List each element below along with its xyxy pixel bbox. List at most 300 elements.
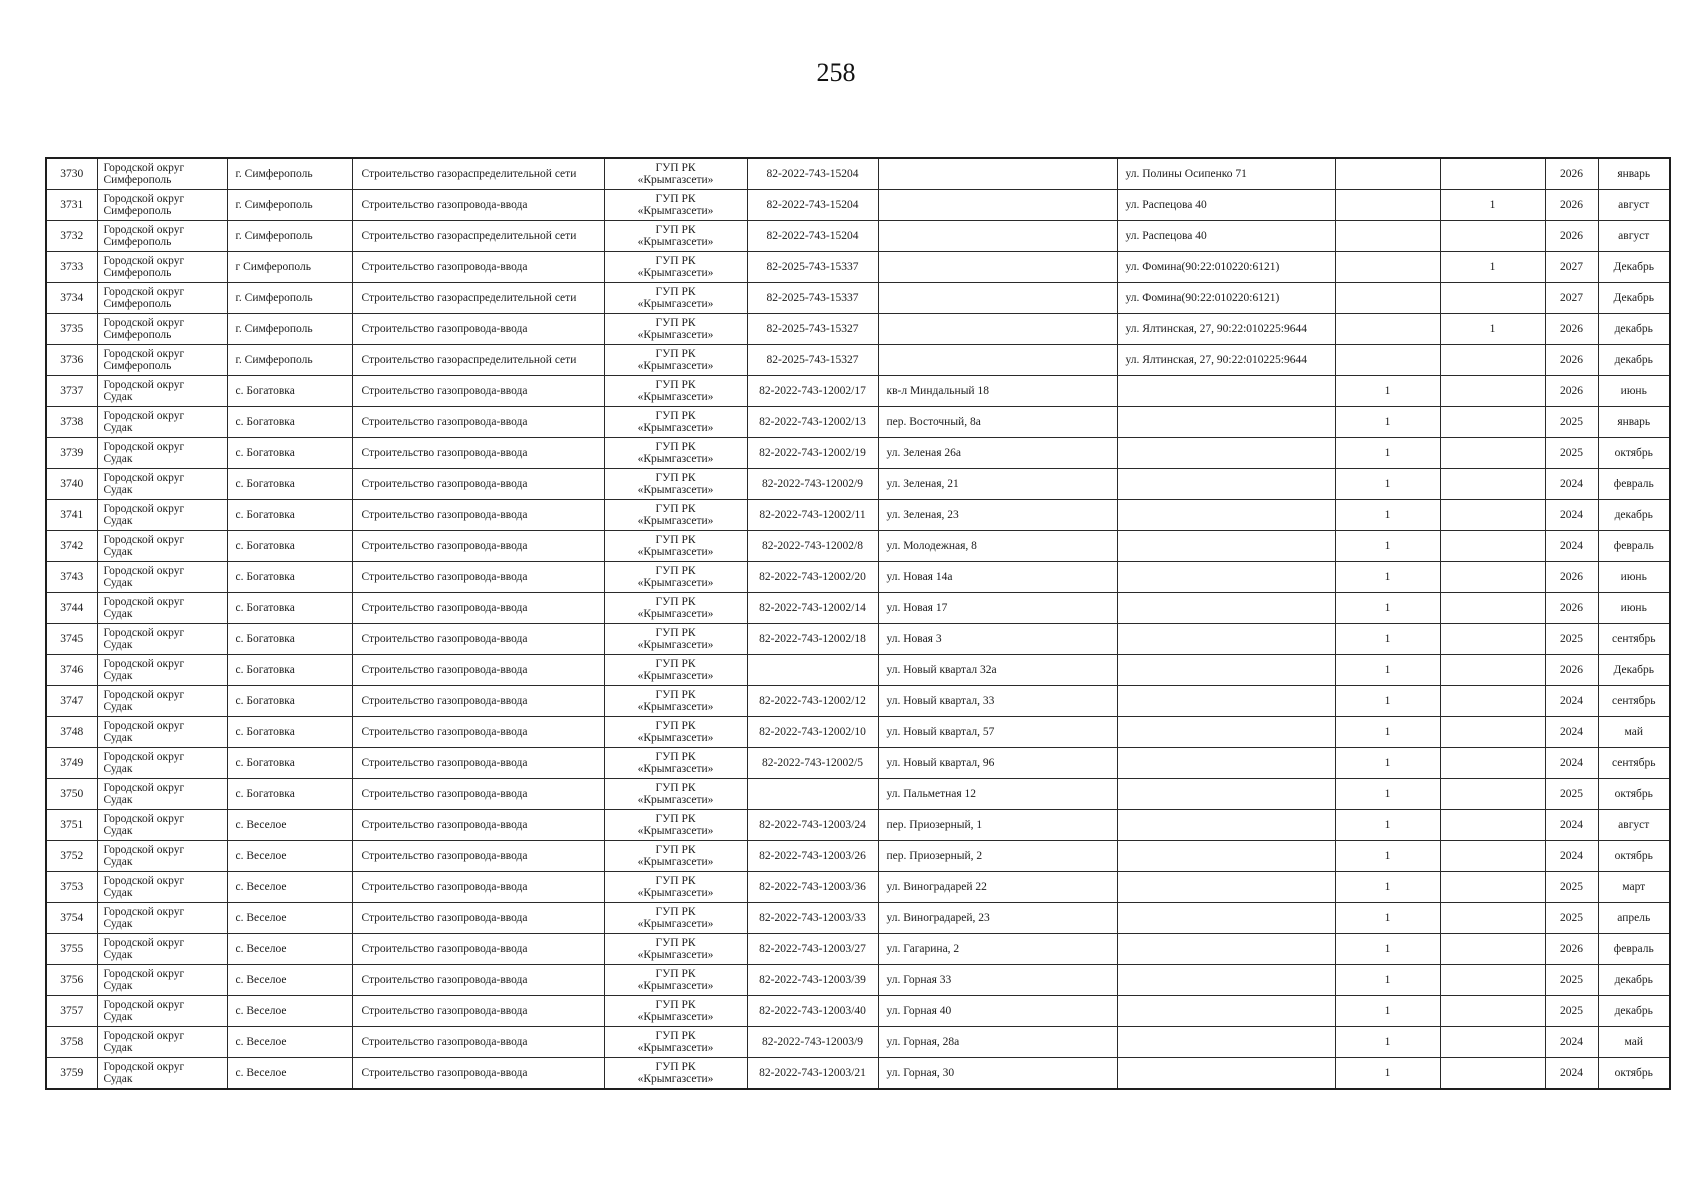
cell-organization: ГУП РК «Крымгазсети» (604, 593, 747, 624)
cell-month: октябрь (1598, 841, 1670, 872)
cell-work-type: Строительство газопровода-ввода (352, 717, 604, 748)
cell-year: 2024 (1545, 717, 1598, 748)
cell-code: 82-2022-743-12002/18 (747, 624, 878, 655)
cell-work-type: Строительство газораспределительной сети (352, 283, 604, 314)
cell-month: апрель (1598, 903, 1670, 934)
cell-year: 2024 (1545, 1027, 1598, 1058)
cell-organization: ГУП РК «Крымгазсети» (604, 500, 747, 531)
cell-settlement: с. Веселое (227, 996, 352, 1027)
cell-year: 2024 (1545, 748, 1598, 779)
table-row (46, 314, 1670, 345)
cell-settlement: с. Веселое (227, 841, 352, 872)
cell-month: октябрь (1598, 1058, 1670, 1090)
cell-address-city (1117, 872, 1335, 903)
cell-settlement: с. Веселое (227, 872, 352, 903)
cell-year: 2026 (1545, 221, 1598, 252)
cell-district: Городской округ Судак (97, 841, 227, 872)
cell-number: 3732 (46, 221, 97, 252)
cell-number: 3746 (46, 655, 97, 686)
cell-district: Городской округ Симферополь (97, 190, 227, 221)
cell-address-village: ул. Зеленая 26а (878, 438, 1117, 469)
cell-work-type: Строительство газопровода-ввода (352, 841, 604, 872)
cell-month: июнь (1598, 562, 1670, 593)
cell-count-city (1440, 1027, 1545, 1058)
cell-count-village: 1 (1335, 624, 1440, 655)
table-row (46, 996, 1670, 1027)
cell-address-village (878, 283, 1117, 314)
cell-settlement: г. Симферополь (227, 158, 352, 190)
cell-organization: ГУП РК «Крымгазсети» (604, 996, 747, 1027)
cell-number: 3756 (46, 965, 97, 996)
cell-address-village: ул. Горная, 28а (878, 1027, 1117, 1058)
cell-count-village (1335, 158, 1440, 190)
cell-year: 2026 (1545, 593, 1598, 624)
cell-address-city (1117, 500, 1335, 531)
cell-organization: ГУП РК «Крымгазсети» (604, 965, 747, 996)
cell-year: 2027 (1545, 283, 1598, 314)
cell-count-city (1440, 500, 1545, 531)
cell-count-village: 1 (1335, 438, 1440, 469)
cell-district: Городской округ Судак (97, 1058, 227, 1090)
cell-organization: ГУП РК «Крымгазсети» (604, 407, 747, 438)
cell-organization: ГУП РК «Крымгазсети» (604, 1027, 747, 1058)
cell-year: 2025 (1545, 903, 1598, 934)
cell-month: сентябрь (1598, 624, 1670, 655)
cell-count-village: 1 (1335, 686, 1440, 717)
cell-settlement: с. Веселое (227, 903, 352, 934)
cell-year: 2025 (1545, 624, 1598, 655)
cell-code: 82-2025-743-15327 (747, 314, 878, 345)
table-row (46, 562, 1670, 593)
cell-work-type: Строительство газопровода-ввода (352, 562, 604, 593)
cell-month: февраль (1598, 469, 1670, 500)
cell-address-village (878, 345, 1117, 376)
cell-code: 82-2025-743-15337 (747, 283, 878, 314)
cell-code: 82-2022-743-12003/26 (747, 841, 878, 872)
cell-district: Городской округ Судак (97, 748, 227, 779)
table-row (46, 686, 1670, 717)
table-row (46, 934, 1670, 965)
cell-year: 2025 (1545, 872, 1598, 903)
cell-organization: ГУП РК «Крымгазсети» (604, 221, 747, 252)
cell-settlement: с. Богатовка (227, 748, 352, 779)
cell-number: 3744 (46, 593, 97, 624)
cell-code: 82-2025-743-15337 (747, 252, 878, 283)
cell-settlement: г. Симферополь (227, 345, 352, 376)
cell-month: май (1598, 717, 1670, 748)
cell-year: 2026 (1545, 934, 1598, 965)
cell-address-city (1117, 717, 1335, 748)
cell-work-type: Строительство газопровода-ввода (352, 190, 604, 221)
table-row (46, 221, 1670, 252)
cell-month: декабрь (1598, 965, 1670, 996)
cell-address-village: ул. Новый квартал 32а (878, 655, 1117, 686)
table-row (46, 624, 1670, 655)
cell-address-village: ул. Горная, 30 (878, 1058, 1117, 1090)
cell-settlement: с. Веселое (227, 965, 352, 996)
cell-count-city (1440, 562, 1545, 593)
cell-number: 3748 (46, 717, 97, 748)
cell-count-city (1440, 872, 1545, 903)
cell-count-village: 1 (1335, 407, 1440, 438)
cell-month: август (1598, 810, 1670, 841)
cell-address-village: ул. Виноградарей 22 (878, 872, 1117, 903)
cell-month: март (1598, 872, 1670, 903)
cell-code (747, 655, 878, 686)
cell-organization: ГУП РК «Крымгазсети» (604, 624, 747, 655)
cell-address-village: ул. Горная 40 (878, 996, 1117, 1027)
table-row (46, 903, 1670, 934)
page-number: 258 (816, 58, 856, 87)
cell-number: 3743 (46, 562, 97, 593)
cell-count-city: 1 (1440, 252, 1545, 283)
cell-count-village: 1 (1335, 655, 1440, 686)
cell-district: Городской округ Симферополь (97, 345, 227, 376)
cell-address-village: ул. Новый квартал, 33 (878, 686, 1117, 717)
cell-count-city (1440, 624, 1545, 655)
cell-settlement: г. Симферополь (227, 283, 352, 314)
cell-district: Городской округ Судак (97, 376, 227, 407)
cell-count-village: 1 (1335, 1027, 1440, 1058)
table-row (46, 283, 1670, 314)
cell-month: июнь (1598, 593, 1670, 624)
cell-year: 2024 (1545, 841, 1598, 872)
table-row (46, 531, 1670, 562)
cell-district: Городской округ Судак (97, 469, 227, 500)
cell-district: Городской округ Судак (97, 996, 227, 1027)
cell-count-village: 1 (1335, 903, 1440, 934)
cell-district: Городской округ Симферополь (97, 158, 227, 190)
cell-address-city (1117, 779, 1335, 810)
cell-work-type: Строительство газопровода-ввода (352, 438, 604, 469)
cell-number: 3757 (46, 996, 97, 1027)
cell-work-type: Строительство газопровода-ввода (352, 469, 604, 500)
cell-count-city (1440, 158, 1545, 190)
cell-count-city (1440, 221, 1545, 252)
cell-organization: ГУП РК «Крымгазсети» (604, 748, 747, 779)
cell-number: 3737 (46, 376, 97, 407)
cell-work-type: Строительство газораспределительной сети (352, 158, 604, 190)
cell-count-village: 1 (1335, 810, 1440, 841)
cell-settlement: с. Веселое (227, 934, 352, 965)
cell-count-village: 1 (1335, 965, 1440, 996)
cell-month: январь (1598, 158, 1670, 190)
cell-code: 82-2022-743-12002/12 (747, 686, 878, 717)
cell-address-village: ул. Пальметная 12 (878, 779, 1117, 810)
cell-number: 3752 (46, 841, 97, 872)
cell-code: 82-2022-743-12002/17 (747, 376, 878, 407)
cell-address-city (1117, 655, 1335, 686)
cell-year: 2026 (1545, 376, 1598, 407)
cell-count-city (1440, 934, 1545, 965)
cell-year: 2024 (1545, 469, 1598, 500)
cell-district: Городской округ Судак (97, 903, 227, 934)
cell-count-city (1440, 779, 1545, 810)
cell-address-city (1117, 438, 1335, 469)
cell-code: 82-2022-743-12002/20 (747, 562, 878, 593)
cell-address-village: ул. Молодежная, 8 (878, 531, 1117, 562)
cell-count-city: 1 (1440, 190, 1545, 221)
cell-district: Городской округ Симферополь (97, 252, 227, 283)
table-row (46, 376, 1670, 407)
cell-settlement: г. Симферополь (227, 190, 352, 221)
cell-work-type: Строительство газопровода-ввода (352, 1058, 604, 1090)
cell-district: Городской округ Судак (97, 438, 227, 469)
cell-settlement: с. Богатовка (227, 500, 352, 531)
cell-count-city (1440, 593, 1545, 624)
cell-address-city (1117, 407, 1335, 438)
cell-month: август (1598, 221, 1670, 252)
cell-address-city (1117, 1027, 1335, 1058)
cell-district: Городской округ Судак (97, 779, 227, 810)
cell-count-city (1440, 1058, 1545, 1090)
cell-month: январь (1598, 407, 1670, 438)
cell-year: 2025 (1545, 996, 1598, 1027)
table-row (46, 872, 1670, 903)
cell-count-city: 1 (1440, 314, 1545, 345)
cell-organization: ГУП РК «Крымгазсети» (604, 655, 747, 686)
cell-count-village: 1 (1335, 934, 1440, 965)
cell-code: 82-2022-743-12002/13 (747, 407, 878, 438)
cell-settlement: с. Богатовка (227, 407, 352, 438)
cell-count-village (1335, 252, 1440, 283)
cell-count-village: 1 (1335, 872, 1440, 903)
cell-count-village: 1 (1335, 500, 1440, 531)
cell-year: 2026 (1545, 314, 1598, 345)
table-row (46, 438, 1670, 469)
cell-year: 2024 (1545, 531, 1598, 562)
cell-code: 82-2022-743-12003/39 (747, 965, 878, 996)
cell-number: 3749 (46, 748, 97, 779)
cell-address-city (1117, 841, 1335, 872)
cell-code: 82-2022-743-12003/40 (747, 996, 878, 1027)
cell-settlement: с. Веселое (227, 810, 352, 841)
table-row (46, 655, 1670, 686)
cell-year: 2024 (1545, 1058, 1598, 1090)
cell-number: 3739 (46, 438, 97, 469)
cell-settlement: с. Богатовка (227, 686, 352, 717)
cell-organization: ГУП РК «Крымгазсети» (604, 841, 747, 872)
cell-address-village (878, 190, 1117, 221)
table-row (46, 810, 1670, 841)
cell-address-village: ул. Новый квартал, 96 (878, 748, 1117, 779)
cell-district: Городской округ Судак (97, 810, 227, 841)
cell-district: Городской округ Симферополь (97, 221, 227, 252)
cell-address-city: ул. Ялтинская, 27, 90:22:010225:9644 (1117, 345, 1335, 376)
cell-settlement: с. Богатовка (227, 655, 352, 686)
cell-settlement: с. Богатовка (227, 469, 352, 500)
cell-number: 3731 (46, 190, 97, 221)
cell-count-city (1440, 283, 1545, 314)
cell-count-village (1335, 283, 1440, 314)
cell-number: 3755 (46, 934, 97, 965)
cell-work-type: Строительство газопровода-ввода (352, 407, 604, 438)
table-row (46, 779, 1670, 810)
cell-address-city (1117, 469, 1335, 500)
table-row (46, 190, 1670, 221)
cell-work-type: Строительство газопровода-ввода (352, 655, 604, 686)
cell-month: сентябрь (1598, 686, 1670, 717)
cell-address-village: ул. Новый квартал, 57 (878, 717, 1117, 748)
cell-count-village (1335, 221, 1440, 252)
cell-month: декабрь (1598, 314, 1670, 345)
cell-month: февраль (1598, 531, 1670, 562)
cell-count-village: 1 (1335, 996, 1440, 1027)
cell-count-city (1440, 531, 1545, 562)
cell-district: Городской округ Симферополь (97, 314, 227, 345)
cell-address-village: пер. Приозерный, 2 (878, 841, 1117, 872)
cell-work-type: Строительство газопровода-ввода (352, 686, 604, 717)
cell-month: май (1598, 1027, 1670, 1058)
cell-year: 2026 (1545, 345, 1598, 376)
cell-address-city (1117, 903, 1335, 934)
cell-address-city: ул. Полины Осипенко 71 (1117, 158, 1335, 190)
table-row (46, 965, 1670, 996)
cell-code: 82-2022-743-12002/19 (747, 438, 878, 469)
cell-number: 3740 (46, 469, 97, 500)
cell-work-type: Строительство газопровода-ввода (352, 872, 604, 903)
cell-count-city (1440, 407, 1545, 438)
cell-year: 2025 (1545, 779, 1598, 810)
cell-address-city (1117, 686, 1335, 717)
cell-number: 3750 (46, 779, 97, 810)
cell-organization: ГУП РК «Крымгазсети» (604, 903, 747, 934)
cell-organization: ГУП РК «Крымгазсети» (604, 158, 747, 190)
cell-district: Городской округ Судак (97, 872, 227, 903)
cell-month: декабрь (1598, 996, 1670, 1027)
cell-code: 82-2022-743-15204 (747, 221, 878, 252)
cell-month: октябрь (1598, 438, 1670, 469)
cell-month: Декабрь (1598, 283, 1670, 314)
cell-work-type: Строительство газопровода-ввода (352, 376, 604, 407)
cell-work-type: Строительство газопровода-ввода (352, 531, 604, 562)
cell-work-type: Строительство газопровода-ввода (352, 624, 604, 655)
cell-month: август (1598, 190, 1670, 221)
cell-work-type: Строительство газопровода-ввода (352, 593, 604, 624)
cell-count-village: 1 (1335, 1058, 1440, 1090)
cell-address-village: ул. Новая 17 (878, 593, 1117, 624)
cell-count-village: 1 (1335, 841, 1440, 872)
cell-district: Городской округ Судак (97, 407, 227, 438)
cell-settlement: с. Богатовка (227, 779, 352, 810)
cell-district: Городской округ Судак (97, 965, 227, 996)
cell-district: Городской округ Симферополь (97, 283, 227, 314)
cell-settlement: с. Богатовка (227, 531, 352, 562)
cell-work-type: Строительство газопровода-ввода (352, 965, 604, 996)
cell-organization: ГУП РК «Крымгазсети» (604, 810, 747, 841)
cell-count-city (1440, 345, 1545, 376)
table-row (46, 717, 1670, 748)
cell-year: 2026 (1545, 158, 1598, 190)
cell-settlement: с. Богатовка (227, 438, 352, 469)
cell-code: 82-2022-743-12002/5 (747, 748, 878, 779)
cell-settlement: с. Веселое (227, 1027, 352, 1058)
cell-address-city (1117, 624, 1335, 655)
table-row (46, 841, 1670, 872)
table-row (46, 1027, 1670, 1058)
cell-settlement: с. Богатовка (227, 376, 352, 407)
cell-address-village (878, 252, 1117, 283)
table-row (46, 252, 1670, 283)
cell-address-city (1117, 934, 1335, 965)
cell-work-type: Строительство газораспределительной сети (352, 345, 604, 376)
cell-month: июнь (1598, 376, 1670, 407)
cell-organization: ГУП РК «Крымгазсети» (604, 469, 747, 500)
cell-district: Городской округ Судак (97, 531, 227, 562)
cell-work-type: Строительство газопровода-ввода (352, 500, 604, 531)
cell-district: Городской округ Судак (97, 500, 227, 531)
cell-settlement: г. Симферополь (227, 221, 352, 252)
cell-organization: ГУП РК «Крымгазсети» (604, 562, 747, 593)
cell-month: февраль (1598, 934, 1670, 965)
cell-number: 3742 (46, 531, 97, 562)
cell-year: 2024 (1545, 500, 1598, 531)
cell-month: октябрь (1598, 779, 1670, 810)
cell-count-city (1440, 717, 1545, 748)
cell-address-village: кв-л Миндальный 18 (878, 376, 1117, 407)
cell-count-city (1440, 841, 1545, 872)
cell-organization: ГУП РК «Крымгазсети» (604, 252, 747, 283)
cell-code: 82-2022-743-12003/9 (747, 1027, 878, 1058)
cell-address-village: ул. Зеленая, 23 (878, 500, 1117, 531)
cell-settlement: г Симферополь (227, 252, 352, 283)
table-row (46, 469, 1670, 500)
cell-count-city (1440, 686, 1545, 717)
cell-organization: ГУП РК «Крымгазсети» (604, 345, 747, 376)
cell-code: 82-2022-743-12002/14 (747, 593, 878, 624)
cell-address-village: ул. Горная 33 (878, 965, 1117, 996)
table-row (46, 593, 1670, 624)
cell-count-village: 1 (1335, 593, 1440, 624)
cell-address-city (1117, 810, 1335, 841)
cell-month: декабрь (1598, 345, 1670, 376)
cell-count-city (1440, 438, 1545, 469)
cell-settlement: г. Симферополь (227, 314, 352, 345)
cell-organization: ГУП РК «Крымгазсети» (604, 531, 747, 562)
cell-code: 82-2022-743-15204 (747, 190, 878, 221)
cell-code: 82-2022-743-12003/27 (747, 934, 878, 965)
cell-address-village (878, 158, 1117, 190)
cell-code: 82-2022-743-12002/10 (747, 717, 878, 748)
cell-work-type: Строительство газопровода-ввода (352, 1027, 604, 1058)
cell-number: 3754 (46, 903, 97, 934)
cell-address-city: ул. Распецова 40 (1117, 190, 1335, 221)
cell-month: сентябрь (1598, 748, 1670, 779)
cell-number: 3736 (46, 345, 97, 376)
cell-address-village: ул. Гагарина, 2 (878, 934, 1117, 965)
cell-count-city (1440, 469, 1545, 500)
cell-district: Городской округ Судак (97, 562, 227, 593)
cell-district: Городской округ Судак (97, 686, 227, 717)
cell-month: декабрь (1598, 500, 1670, 531)
cell-code: 82-2025-743-15327 (747, 345, 878, 376)
cell-address-village (878, 221, 1117, 252)
cell-address-village: ул. Зеленая, 21 (878, 469, 1117, 500)
table-row (46, 500, 1670, 531)
cell-count-village (1335, 314, 1440, 345)
cell-count-city (1440, 748, 1545, 779)
cell-organization: ГУП РК «Крымгазсети» (604, 314, 747, 345)
cell-count-village (1335, 345, 1440, 376)
cell-settlement: с. Веселое (227, 1058, 352, 1090)
cell-address-city (1117, 996, 1335, 1027)
cell-number: 3758 (46, 1027, 97, 1058)
cell-code: 82-2022-743-15204 (747, 158, 878, 190)
cell-district: Городской округ Судак (97, 934, 227, 965)
cell-count-village: 1 (1335, 748, 1440, 779)
cell-year: 2026 (1545, 562, 1598, 593)
cell-year: 2025 (1545, 965, 1598, 996)
